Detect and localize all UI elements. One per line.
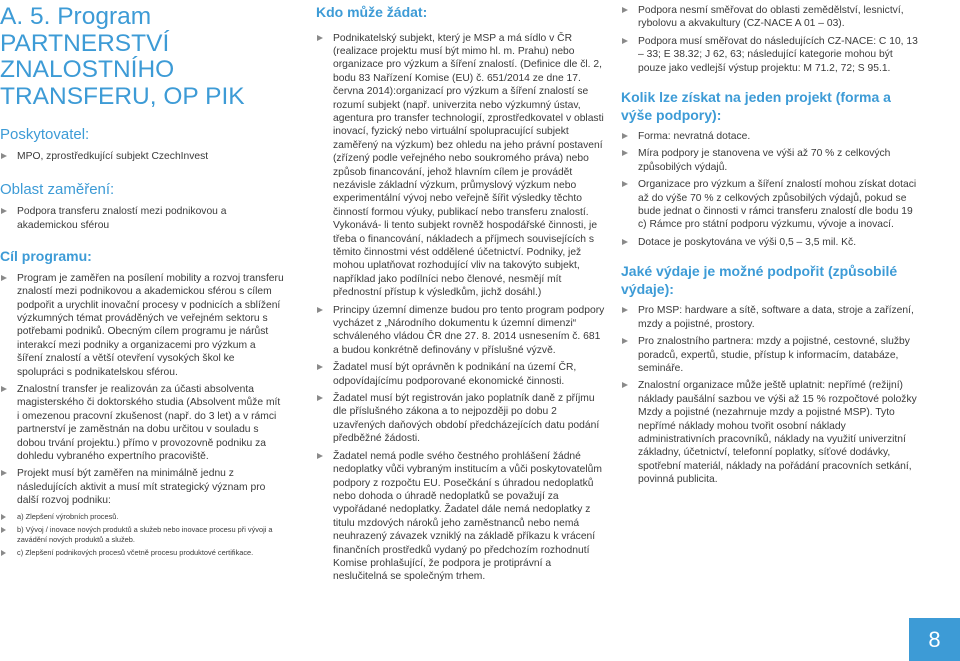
list-item: Podpora musí směřovat do následujících CZ-NACE: C 10, 13 – 33; E 38.32; J 62, 63; následující kategorie mohou být pouze jako vedlejší výstup projektu: M 71.2, 72; S 95.1. [621,35,921,75]
left-column [0,4,284,568]
section-heading: Oblast zaměření: [0,181,115,199]
list-item: Organizace pro výzkum a šíření znalostí mohou získat dotaci až do výše 70 % z celkových způsobilých výdajů, pokud se bude jednat o činnosti v rámci transferu znalostí dle bodu 19 c) Rámce pro státní podporu výzkumu, vývoje a inovací. [621,178,921,232]
section-oblast [0,181,284,232]
page-number: 8 [909,618,960,661]
list-item: Pro MSP: hardware a sítě, software a data, stroje a zařízení, mzdy a pojistné, prostory. [621,304,921,331]
middle-column [316,4,606,588]
section-heading: Poskytovatel: [0,126,90,143]
list-item: Dotace je poskytována ve výši 0,5 – 3,5 mil. Kč. [621,236,921,249]
list-item: Míra podpory je stanovena ve výši až 70 % z celkových způsobilých výdajů. [621,147,921,174]
section-poskytovatel [0,126,284,163]
right-column [621,4,921,497]
section-cil [0,248,284,557]
title-line: ZNALOSTNÍHO [0,56,175,83]
section-kolik [621,89,921,249]
program-title [0,4,284,110]
section-heading: Cíl programu: [0,248,92,265]
list-item: Žadatel musí být oprávněn k podnikání na území ČR, odpovídajícímu podporované ekonomické činnosti. [316,361,606,388]
list-item: Pro znalostního partnera: mzdy a pojistné, cestovné, služby poradců, expertů, studie, přístup k informacím, databáze, semináře. [621,335,921,375]
section-heading: Jaké výdaje je možné podpořit (způsobilé výdaje): [621,263,898,297]
list-item: Principy územní dimenze budou pro tento program podpory vycházet z „Národního dokumentu k územní dimenzi“ schváleného vládou ČR dne 27. 8. 2014 usnesením č. 681 a budou konkrétně definovány v příslušné výzvě. [316,304,606,358]
list-item: Žadatel nemá podle svého čestného prohlášení žádné nedoplatky vůči vybraným institucím a vůči poskytovatelům podpory z rozpočtu EU. Posečkání s úhradou nedoplatků nebo dohoda o úhradě nedoplatků se považují za vypořádané nedoplatky. Žadatel dále nemá nedoplatky z titulu mzdových nároků jeho zaměstnanců nebo nemá neuhrazený závazek vzniklý na základě příkazu k vrácení finančních prostředků vydaný po předchozím rozhodnutí Komise prohlašující, že podpora je protiprávní a neslučitelná se společným trhem. [316,450,606,584]
list-item: Žadatel musí být registrován jako poplatník daně z příjmu dle příslušného zákona a to nejpozději po dobu 2 uzavřených daňových období předcházejících datu podání předběžné žádosti. [316,392,606,446]
title-line: A. 5. Program [0,3,152,30]
list-item: Forma: nevratná dotace. [621,130,921,143]
sub-list-item: a) Zlepšení výrobních procesů. [0,512,284,522]
list-item: Podpora nesmí směřovat do oblasti zemědělství, lesnictví, rybolovu a akvakultury (CZ-NACE A 01 – 03). [621,4,921,31]
section-heading: Kolik lze získat na jeden projekt (forma a výše podpory): [621,89,891,123]
section-heading: Kdo může žádat: [316,4,428,20]
list-item: Znalostní transfer je realizován za účasti absolventa magisterského či doktorského studia (Absolvent může mít i omezenou pracovní zkušenost (např. do 3 let) a v rámci partnerství je zaměstnán na dobu určitou v souladu s dobou trvání projektu.) přímo v provozovně podniku za dohledu vybraného expertního pracoviště. [0,383,284,463]
sub-list-item: c) Zlepšení podnikových procesů včetně procesu produktové certifikace. [0,548,284,558]
list-item: MPO, zprostředkující subjekt CzechInvest [0,150,284,163]
list-item: Program je zaměřen na posílení mobility a rozvoj transferu znalostí mezi podnikovou a akademickou sférou s cílem podpořit a urychlit inovační procesy v podnicích a sblížení výzkumných témat prováděných ve veřejném sektoru s potřebami podniků. Obecným cílem programu je nárůst interakcí mezi podniky a organizacemi pro výzkum a šíření znalostí a větší otevření vysokých škol ke spolupráci s podnikatelskou sférou. [0,272,284,379]
list-item: Znalostní organizace může ještě uplatnit: nepřímé (režijní) náklady paušální sazbou ve výši až 15 % rozpočtové položky Mzdy a pojistné (nezahrnuje mzdy a pojistné MSP). Tyto nepřímé náklady mohou tvořit osobní náklady administrativních pracovníků, náklady na využití univerzitní základny, účetnictví, telefonní poplatky, síťové dodávky, spotřební materiál, náklady na pořádání pracovních setkání, povinná publicita. [621,379,921,486]
list-item: Podnikatelský subjekt, který je MSP a má sídlo v ČR (realizace projektu musí být mimo hl. m. Prahu) nebo organizace pro výzkum a šíření znalostí. (Definice dle čl. 2, bodu 83 Nařízení Komise (EU) č. 651/2014 ze dne 17. června 2014):organizací pro výzkum a šíření znalostí se rozumí subjekt (např. univerzita nebo výzkumný ústav, agentura pro transfer technologií, zprostředkovatel v oblasti inovací, fyzický nebo virtuální spolupracující subjekt zaměřený na výzkum) bez ohledu na jeho právní postavení (zřízený podle veřejného nebo soukromého práva) nebo způsob financování, jehož hlavním cílem je provádět nezávisle základní výzkum, průmyslový výzkum nebo experimentální vývoj nebo veřejně šířit výsledky těchto činností formou výuky, publikací nebo transferu znalostí. Vykonává- li tento subjekt rovněž hospodářské činnosti, je třeba o financování, nákladech a příjmech souvisejících s těmito činnostmi vést oddělené účetnictví. Podniky, jež mohou uplatňovat rozhodující vliv na takovýto subjekt, například jako podílníci nebo členové, nesmějí mít přednostní přístup k výsledkům, jichž dosáhl.) [316,32,606,300]
section-vydaje [621,263,921,486]
sub-list-item: b) Vývoj / inovace nových produktů a služeb nebo inovace procesu při vývoji a zavádění nových produktů a služeb. [0,525,284,545]
title-line: TRANSFERU, OP PIK [0,82,245,110]
list-item: Podpora transferu znalostí mezi podnikovou a akademickou sférou [0,205,284,232]
list-item: Projekt musí být zaměřen na minimálně jednu z následujících aktivit a musí mít strategický význam pro další rozvoj podniku: [0,467,284,507]
title-line: PARTNERSTVÍ [0,29,170,57]
